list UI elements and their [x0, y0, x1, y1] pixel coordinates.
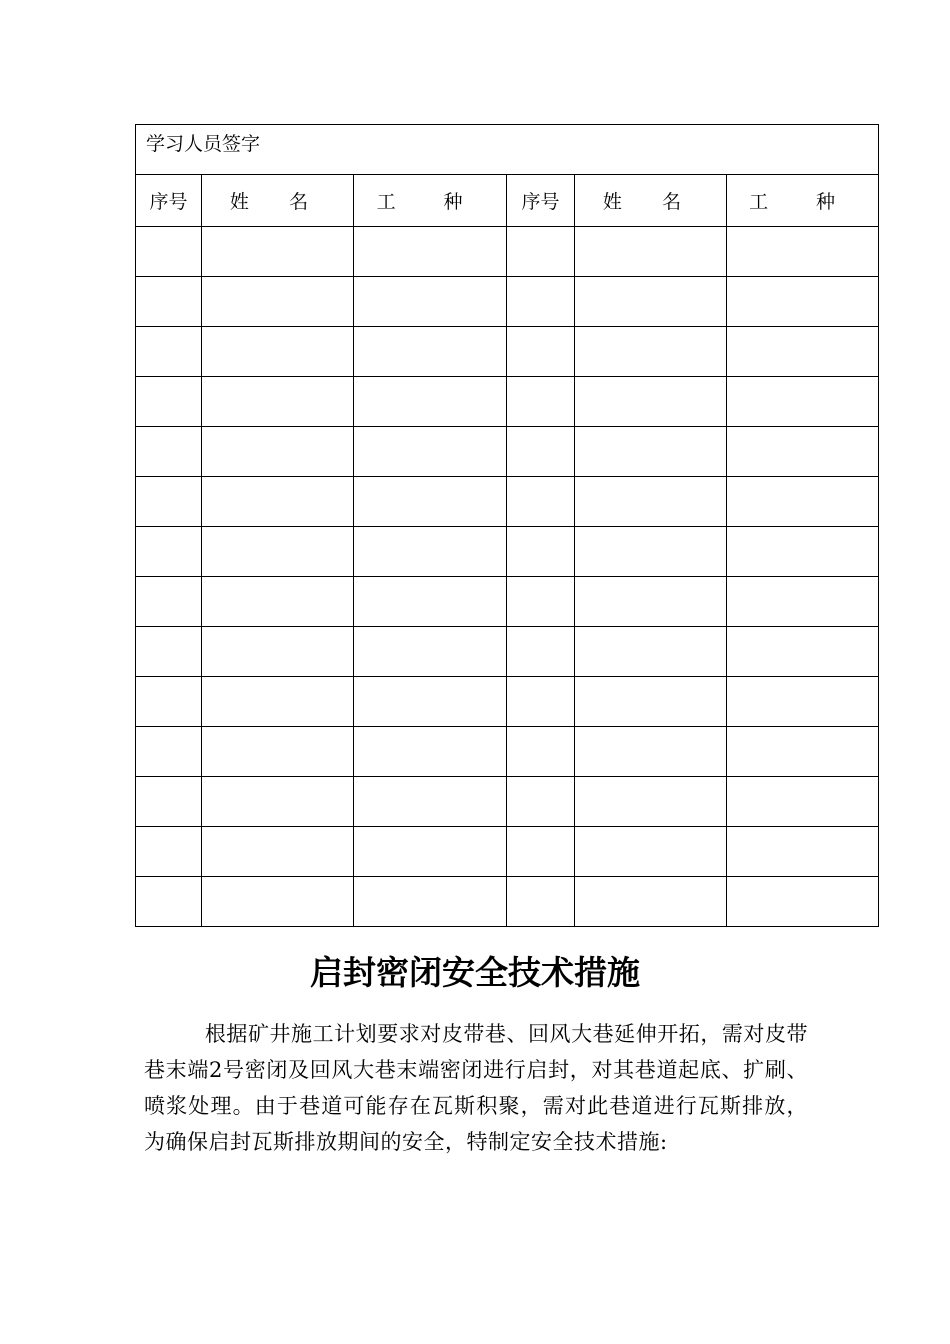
table-row [136, 877, 879, 927]
table-row [136, 577, 879, 627]
cell-index-left[interactable] [136, 377, 202, 427]
cell-name-left[interactable] [202, 327, 354, 377]
cell-trade-right[interactable] [727, 527, 879, 577]
cell-name-left[interactable] [202, 527, 354, 577]
table-row [136, 227, 879, 277]
cell-name-right[interactable] [575, 427, 727, 477]
cell-trade-left[interactable] [354, 277, 507, 327]
cell-name-left[interactable] [202, 777, 354, 827]
header-index-right: 序号 [507, 175, 575, 227]
cell-trade-left[interactable] [354, 227, 507, 277]
cell-index-right[interactable] [507, 377, 575, 427]
cell-index-left[interactable] [136, 477, 202, 527]
cell-name-right[interactable] [575, 327, 727, 377]
cell-trade-left[interactable] [354, 527, 507, 577]
cell-trade-right[interactable] [727, 227, 879, 277]
cell-trade-left[interactable] [354, 677, 507, 727]
signature-table [135, 124, 879, 927]
cell-name-right[interactable] [575, 827, 727, 877]
table-row [136, 327, 879, 377]
cell-index-left[interactable] [136, 327, 202, 377]
header-trade-right: 工 种 [727, 175, 879, 227]
cell-trade-right[interactable] [727, 477, 879, 527]
cell-trade-left[interactable] [354, 627, 507, 677]
cell-trade-left[interactable] [354, 377, 507, 427]
cell-trade-left[interactable] [354, 827, 507, 877]
cell-index-right[interactable] [507, 777, 575, 827]
cell-index-right[interactable] [507, 577, 575, 627]
table-row [136, 827, 879, 877]
cell-trade-right[interactable] [727, 877, 879, 927]
cell-name-right[interactable] [575, 727, 727, 777]
cell-index-right[interactable] [507, 677, 575, 727]
header-name-left: 姓 名 [202, 175, 354, 227]
cell-name-right[interactable] [575, 527, 727, 577]
cell-name-right[interactable] [575, 627, 727, 677]
cell-index-right[interactable] [507, 727, 575, 777]
cell-name-right[interactable] [575, 477, 727, 527]
cell-name-right[interactable] [575, 777, 727, 827]
cell-index-left[interactable] [136, 627, 202, 677]
cell-index-right[interactable] [507, 627, 575, 677]
cell-trade-right[interactable] [727, 777, 879, 827]
cell-trade-right[interactable] [727, 727, 879, 777]
table-row [136, 377, 879, 427]
cell-name-left[interactable] [202, 577, 354, 627]
cell-trade-left[interactable] [354, 427, 507, 477]
cell-index-left[interactable] [136, 777, 202, 827]
cell-trade-left[interactable] [354, 327, 507, 377]
cell-index-right[interactable] [507, 827, 575, 877]
header-row [136, 175, 879, 227]
cell-trade-left[interactable] [354, 577, 507, 627]
cell-name-left[interactable] [202, 727, 354, 777]
cell-name-right[interactable] [575, 877, 727, 927]
table-caption: 学习人员签字 [136, 125, 879, 175]
cell-trade-left[interactable] [354, 777, 507, 827]
cell-trade-right[interactable] [727, 677, 879, 727]
cell-trade-right[interactable] [727, 627, 879, 677]
cell-trade-left[interactable] [354, 877, 507, 927]
cell-name-right[interactable] [575, 677, 727, 727]
cell-index-right[interactable] [507, 277, 575, 327]
cell-name-left[interactable] [202, 827, 354, 877]
table-row [136, 677, 879, 727]
table-row [136, 777, 879, 827]
cell-name-right[interactable] [575, 377, 727, 427]
cell-index-left[interactable] [136, 277, 202, 327]
cell-name-left[interactable] [202, 877, 354, 927]
table-row [136, 527, 879, 577]
cell-index-left[interactable] [136, 727, 202, 777]
cell-trade-left[interactable] [354, 727, 507, 777]
cell-index-right[interactable] [507, 327, 575, 377]
header-index-left: 序号 [136, 175, 202, 227]
header-trade-left: 工 种 [354, 175, 507, 227]
cell-index-left[interactable] [136, 527, 202, 577]
cell-name-left[interactable] [202, 427, 354, 477]
cell-index-left[interactable] [136, 577, 202, 627]
cell-trade-right[interactable] [727, 277, 879, 327]
cell-name-left[interactable] [202, 277, 354, 327]
cell-trade-right[interactable] [727, 327, 879, 377]
cell-index-right[interactable] [507, 227, 575, 277]
cell-name-right[interactable] [575, 277, 727, 327]
cell-name-left[interactable] [202, 477, 354, 527]
cell-trade-right[interactable] [727, 827, 879, 877]
cell-index-left[interactable] [136, 427, 202, 477]
cell-trade-left[interactable] [354, 477, 507, 527]
table-row [136, 427, 879, 477]
table-row [136, 477, 879, 527]
document-title: 启封密闭安全技术措施 [310, 953, 640, 992]
cell-index-right[interactable] [507, 527, 575, 577]
caption-row [136, 125, 879, 175]
header-name-right: 姓 名 [575, 175, 727, 227]
cell-name-left[interactable] [202, 227, 354, 277]
cell-index-right[interactable] [507, 427, 575, 477]
cell-index-left[interactable] [136, 227, 202, 277]
cell-trade-right[interactable] [727, 577, 879, 627]
cell-name-left[interactable] [202, 627, 354, 677]
table-row [136, 277, 879, 327]
cell-name-left[interactable] [202, 677, 354, 727]
cell-index-right[interactable] [507, 477, 575, 527]
cell-index-left[interactable] [136, 827, 202, 877]
table-row [136, 727, 879, 777]
table-row [136, 627, 879, 677]
cell-index-left[interactable] [136, 877, 202, 927]
cell-index-right[interactable] [507, 877, 575, 927]
cell-name-right[interactable] [575, 227, 727, 277]
body-paragraph: 根据矿井施工计划要求对皮带巷、回风大巷延伸开拓，需对皮带巷末端2号密闭及回风大巷末端密闭进行启封，对其巷道起底、扩刷、喷浆处理。由于巷道可能存在瓦斯积聚，需对此巷道进行瓦斯排放，为确保启封瓦斯排放期间的安全，特制定安全技术措施: [144, 1022, 808, 1154]
cell-name-right[interactable] [575, 577, 727, 627]
cell-trade-right[interactable] [727, 427, 879, 477]
cell-name-left[interactable] [202, 377, 354, 427]
cell-trade-right[interactable] [727, 377, 879, 427]
cell-index-left[interactable] [136, 677, 202, 727]
